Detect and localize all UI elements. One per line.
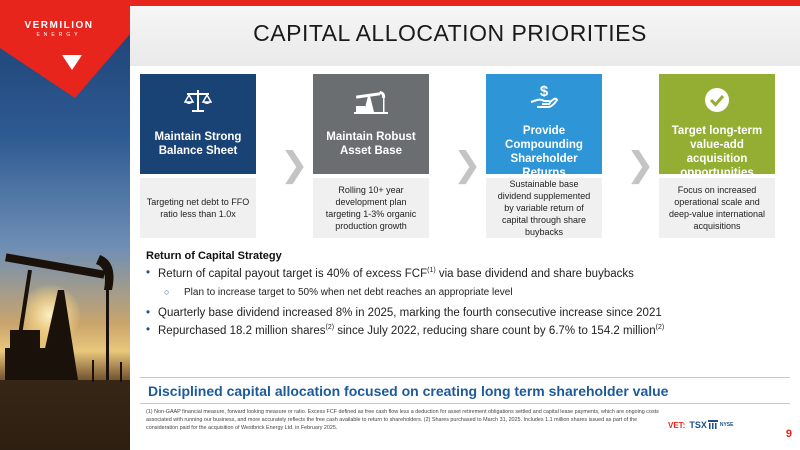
tagline: Disciplined capital allocation focused on creating long term shareholder value [148,383,669,399]
bullet-text: Quarterly base dividend increased 8% in 2025, marking the fourth consecutive increase since 2021 [158,306,662,319]
card-header [659,74,775,179]
stock-ticker [668,420,733,430]
card-description: Targeting net debt to FFO ratio less than 1.0x [140,178,256,238]
footnote-ref: (2) [325,323,335,331]
sub-bullet-text: Plan to increase target to 50% when net debt reaches an appropriate level [184,286,513,298]
page-number: 9 [785,428,792,440]
footnote-ref: (1) [427,267,436,274]
nyse-logo: NYSE [719,422,734,428]
footnote-ref: (2) [655,323,665,331]
chevron-right-icon: ❯ [453,146,482,184]
bullet-text: Repurchased 18.2 million shares [158,324,326,337]
tsx-logo: TSX [689,420,707,430]
bullet-text-mid: since July 2022, reducing share count by 6.7% to 154.2 million [334,324,656,337]
card-header [486,74,602,179]
priority-card-shareholder-returns [486,74,602,238]
pumpjack-icon [313,88,429,119]
sub-bullet-item [146,287,786,298]
priority-card-asset-base [313,74,429,238]
logo-name: VERMILION [24,20,94,31]
balance-scale-icon [140,88,256,119]
bullet-item [146,307,786,319]
bullet-icon: • [146,267,151,279]
card-header [313,74,429,174]
bullet-icon: • [146,323,151,336]
priority-card-balance-sheet [140,74,256,238]
bullet-text: Return of capital payout target is 40% of excess FCF [158,267,428,280]
footnote: (1) Non-GAAP financial measure, forward looking measure or ratio. Excess FCF defined as free cash flow less a deduction for asset retirement obligations settled and capital lease payments, which are ongoing costs associated with running our business, and more accurately reflects the free cash available to return to shareholders. (2) Shares purchased to March 31, 2025. Includes 1.1 million shares issued as part of the consideration paid for the acquisition of Westbrick Energy Ltd. in February 2025. [146,409,659,431]
chevron-right-icon: ❯ [626,146,655,184]
bullet-item [146,267,786,280]
hollow-circle-icon: ○ [164,286,170,297]
logo [0,0,130,98]
bullet-item [146,324,786,337]
priority-card-acquisitions [659,74,775,238]
divider [140,377,790,378]
card-description: Rolling 10+ year development plan targeting 1-3% organic production growth [313,178,429,238]
card-title: Provide Compounding Shareholder Returns [505,125,583,179]
svg-text:$: $ [539,83,549,100]
dollar-hand-icon [486,82,602,115]
chevron-right-icon: ❯ [280,146,309,184]
page-title: CAPITAL ALLOCATION PRIORITIES [253,20,647,46]
section-heading: Return of Capital Strategy [146,250,282,262]
card-description: Sustainable base dividend supplemented by variable return of capital through share buybacks [486,178,602,238]
check-circle-icon [659,86,775,119]
title-band [130,6,800,66]
card-title: Maintain Strong Balance Sheet [154,131,242,157]
ticker-label: VET: [668,420,686,430]
divider [140,403,790,404]
bullet-icon: • [146,306,151,319]
card-header [140,74,256,174]
return-of-capital-strategy [146,250,786,337]
card-title: Maintain Robust Asset Base [326,131,416,157]
card-description: Focus on increased operational scale and deep-value international acquisitions [659,178,775,238]
nyse-building-icon [708,420,718,430]
bullet-text-tail: via base dividend and share buybacks [435,267,634,280]
card-title: Target long-term value-add acquisition opportunities [671,125,763,179]
logo-sub: ENERGY [36,32,82,38]
